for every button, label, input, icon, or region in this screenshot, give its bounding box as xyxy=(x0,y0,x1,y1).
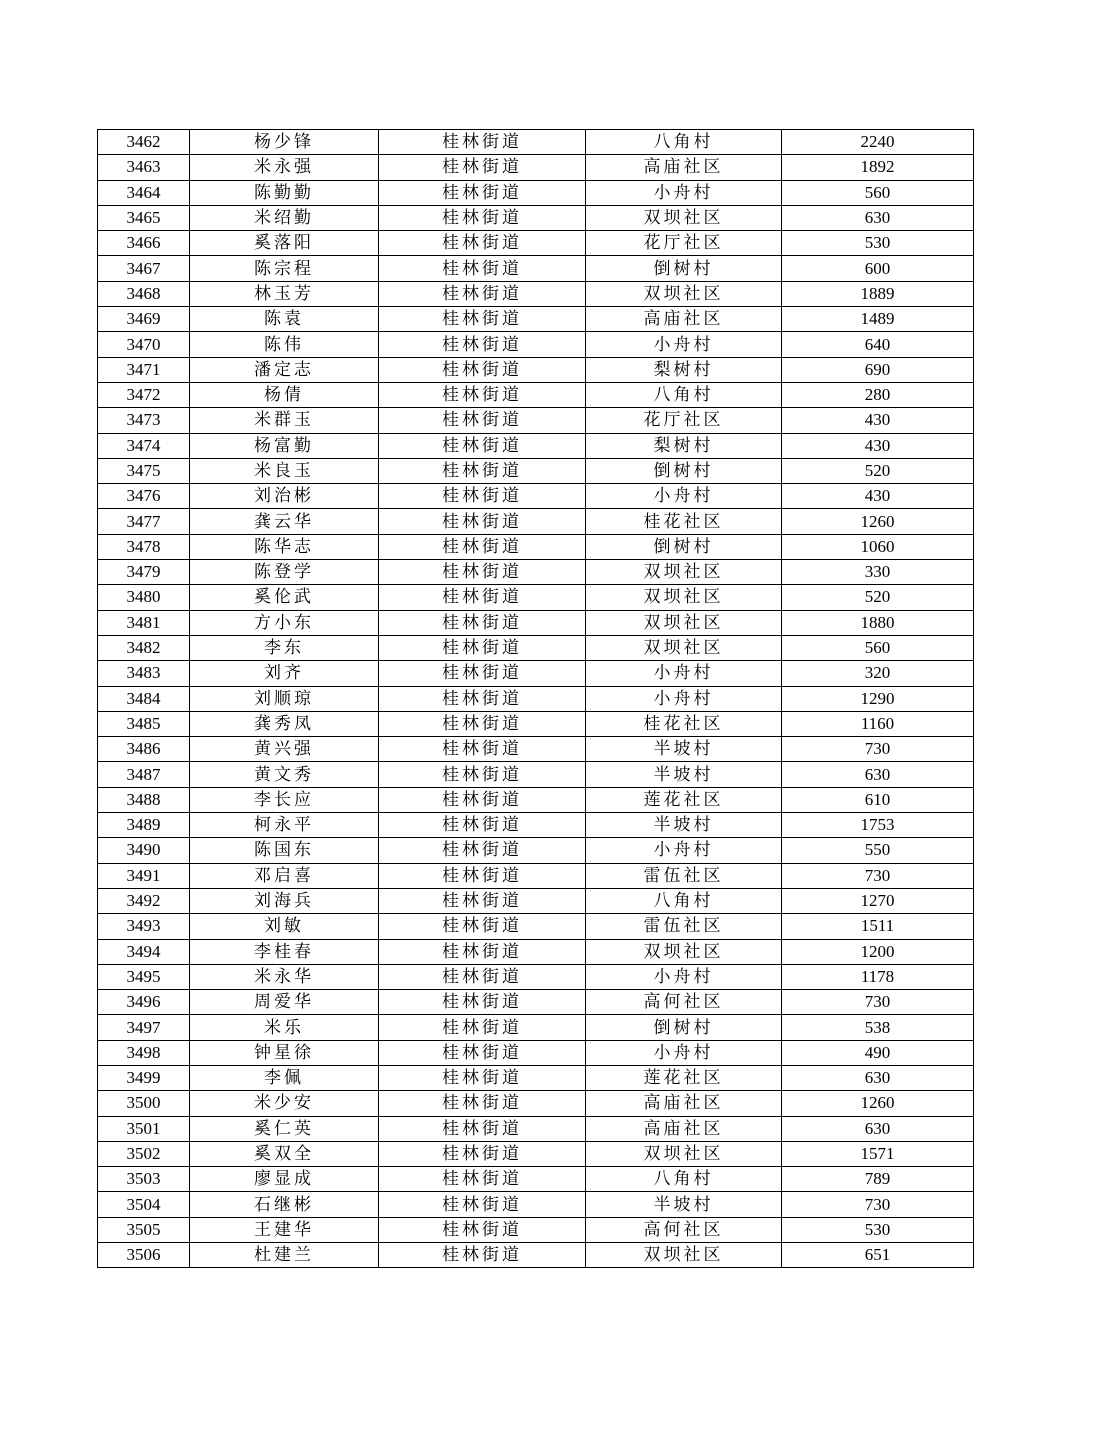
table-row xyxy=(98,307,974,332)
cell-number: 3499 xyxy=(98,1065,190,1090)
cell-name: 刘海兵 xyxy=(190,888,379,913)
cell-number: 3483 xyxy=(98,661,190,686)
table-row xyxy=(98,686,974,711)
table-row xyxy=(98,155,974,180)
cell-name: 李东 xyxy=(190,635,379,660)
cell-subdistrict: 桂林街道 xyxy=(379,357,586,382)
table-row xyxy=(98,964,974,989)
cell-number: 3476 xyxy=(98,484,190,509)
cell-name: 陈伟 xyxy=(190,332,379,357)
cell-name: 奚落阳 xyxy=(190,231,379,256)
cell-name: 刘治彬 xyxy=(190,484,379,509)
cell-amount: 1489 xyxy=(782,307,974,332)
table-row xyxy=(98,1243,974,1268)
table-row xyxy=(98,1167,974,1192)
table-row xyxy=(98,1065,974,1090)
cell-community: 小舟村 xyxy=(586,484,782,509)
table-row xyxy=(98,914,974,939)
cell-number: 3467 xyxy=(98,256,190,281)
cell-community: 双坝社区 xyxy=(586,1141,782,1166)
cell-name: 石继彬 xyxy=(190,1192,379,1217)
cell-community: 八角村 xyxy=(586,130,782,155)
cell-number: 3497 xyxy=(98,1015,190,1040)
table-row xyxy=(98,509,974,534)
cell-name: 王建华 xyxy=(190,1217,379,1242)
cell-amount: 430 xyxy=(782,433,974,458)
cell-subdistrict: 桂林街道 xyxy=(379,332,586,357)
table-row xyxy=(98,560,974,585)
table-row xyxy=(98,610,974,635)
table-row xyxy=(98,888,974,913)
table-row xyxy=(98,332,974,357)
cell-number: 3463 xyxy=(98,155,190,180)
cell-name: 奚双全 xyxy=(190,1141,379,1166)
cell-amount: 610 xyxy=(782,787,974,812)
cell-amount: 490 xyxy=(782,1040,974,1065)
cell-number: 3474 xyxy=(98,433,190,458)
cell-community: 八角村 xyxy=(586,1167,782,1192)
cell-number: 3501 xyxy=(98,1116,190,1141)
cell-subdistrict: 桂林街道 xyxy=(379,762,586,787)
cell-community: 半坡村 xyxy=(586,1192,782,1217)
cell-number: 3489 xyxy=(98,813,190,838)
cell-amount: 1889 xyxy=(782,281,974,306)
table-row xyxy=(98,1116,974,1141)
cell-name: 陈登学 xyxy=(190,560,379,585)
table-row xyxy=(98,130,974,155)
cell-name: 米群玉 xyxy=(190,408,379,433)
cell-subdistrict: 桂林街道 xyxy=(379,1091,586,1116)
cell-number: 3481 xyxy=(98,610,190,635)
cell-amount: 320 xyxy=(782,661,974,686)
cell-community: 双坝社区 xyxy=(586,635,782,660)
cell-subdistrict: 桂林街道 xyxy=(379,231,586,256)
cell-name: 林玉芳 xyxy=(190,281,379,306)
cell-subdistrict: 桂林街道 xyxy=(379,1116,586,1141)
cell-amount: 1880 xyxy=(782,610,974,635)
cell-subdistrict: 桂林街道 xyxy=(379,433,586,458)
cell-amount: 1571 xyxy=(782,1141,974,1166)
cell-name: 陈勤勤 xyxy=(190,180,379,205)
cell-subdistrict: 桂林街道 xyxy=(379,560,586,585)
cell-community: 桂花社区 xyxy=(586,711,782,736)
cell-name: 米乐 xyxy=(190,1015,379,1040)
cell-amount: 560 xyxy=(782,635,974,660)
cell-community: 倒树村 xyxy=(586,534,782,559)
cell-community: 半坡村 xyxy=(586,737,782,762)
cell-subdistrict: 桂林街道 xyxy=(379,610,586,635)
cell-amount: 280 xyxy=(782,382,974,407)
cell-number: 3484 xyxy=(98,686,190,711)
cell-community: 小舟村 xyxy=(586,661,782,686)
table-row xyxy=(98,939,974,964)
table-row xyxy=(98,990,974,1015)
cell-subdistrict: 桂林街道 xyxy=(379,585,586,610)
cell-name: 李佩 xyxy=(190,1065,379,1090)
cell-subdistrict: 桂林街道 xyxy=(379,1015,586,1040)
cell-subdistrict: 桂林街道 xyxy=(379,307,586,332)
cell-name: 米永强 xyxy=(190,155,379,180)
cell-name: 廖显成 xyxy=(190,1167,379,1192)
table-row xyxy=(98,256,974,281)
cell-amount: 530 xyxy=(782,1217,974,1242)
cell-subdistrict: 桂林街道 xyxy=(379,130,586,155)
cell-subdistrict: 桂林街道 xyxy=(379,408,586,433)
cell-name: 奚仁英 xyxy=(190,1116,379,1141)
cell-community: 倒树村 xyxy=(586,458,782,483)
cell-community: 小舟村 xyxy=(586,686,782,711)
cell-number: 3480 xyxy=(98,585,190,610)
cell-subdistrict: 桂林街道 xyxy=(379,686,586,711)
cell-number: 3491 xyxy=(98,863,190,888)
table-row xyxy=(98,787,974,812)
cell-subdistrict: 桂林街道 xyxy=(379,939,586,964)
cell-amount: 630 xyxy=(782,1065,974,1090)
cell-name: 李桂春 xyxy=(190,939,379,964)
cell-number: 3472 xyxy=(98,382,190,407)
cell-subdistrict: 桂林街道 xyxy=(379,661,586,686)
cell-amount: 730 xyxy=(782,737,974,762)
cell-number: 3494 xyxy=(98,939,190,964)
cell-amount: 1200 xyxy=(782,939,974,964)
table-row xyxy=(98,205,974,230)
cell-amount: 1060 xyxy=(782,534,974,559)
cell-name: 邓启喜 xyxy=(190,863,379,888)
cell-amount: 330 xyxy=(782,560,974,585)
cell-number: 3468 xyxy=(98,281,190,306)
cell-subdistrict: 桂林街道 xyxy=(379,155,586,180)
cell-number: 3487 xyxy=(98,762,190,787)
table-row xyxy=(98,762,974,787)
cell-amount: 1178 xyxy=(782,964,974,989)
cell-name: 米良玉 xyxy=(190,458,379,483)
cell-number: 3469 xyxy=(98,307,190,332)
cell-name: 陈华志 xyxy=(190,534,379,559)
cell-amount: 430 xyxy=(782,484,974,509)
cell-community: 双坝社区 xyxy=(586,560,782,585)
cell-number: 3466 xyxy=(98,231,190,256)
cell-subdistrict: 桂林街道 xyxy=(379,635,586,660)
cell-name: 潘定志 xyxy=(190,357,379,382)
cell-community: 半坡村 xyxy=(586,762,782,787)
cell-number: 3479 xyxy=(98,560,190,585)
cell-number: 3473 xyxy=(98,408,190,433)
cell-subdistrict: 桂林街道 xyxy=(379,256,586,281)
cell-name: 龚云华 xyxy=(190,509,379,534)
table-row xyxy=(98,838,974,863)
cell-subdistrict: 桂林街道 xyxy=(379,1065,586,1090)
cell-name: 周爱华 xyxy=(190,990,379,1015)
cell-amount: 630 xyxy=(782,1116,974,1141)
cell-subdistrict: 桂林街道 xyxy=(379,1243,586,1268)
table-row xyxy=(98,180,974,205)
data-table xyxy=(97,129,974,1268)
table-row xyxy=(98,737,974,762)
cell-number: 3477 xyxy=(98,509,190,534)
cell-amount: 430 xyxy=(782,408,974,433)
cell-name: 钟星徐 xyxy=(190,1040,379,1065)
cell-amount: 1290 xyxy=(782,686,974,711)
cell-subdistrict: 桂林街道 xyxy=(379,1192,586,1217)
cell-name: 黄文秀 xyxy=(190,762,379,787)
cell-name: 陈宗程 xyxy=(190,256,379,281)
cell-community: 高何社区 xyxy=(586,1217,782,1242)
cell-community: 小舟村 xyxy=(586,332,782,357)
cell-number: 3504 xyxy=(98,1192,190,1217)
cell-name: 杨少锋 xyxy=(190,130,379,155)
cell-amount: 520 xyxy=(782,585,974,610)
cell-amount: 530 xyxy=(782,231,974,256)
cell-name: 刘齐 xyxy=(190,661,379,686)
cell-subdistrict: 桂林街道 xyxy=(379,914,586,939)
cell-amount: 560 xyxy=(782,180,974,205)
cell-subdistrict: 桂林街道 xyxy=(379,382,586,407)
table-row xyxy=(98,1015,974,1040)
cell-community: 八角村 xyxy=(586,888,782,913)
cell-community: 莲花社区 xyxy=(586,787,782,812)
cell-community: 八角村 xyxy=(586,382,782,407)
cell-amount: 1511 xyxy=(782,914,974,939)
table-row xyxy=(98,661,974,686)
cell-community: 梨树村 xyxy=(586,357,782,382)
cell-number: 3471 xyxy=(98,357,190,382)
cell-subdistrict: 桂林街道 xyxy=(379,484,586,509)
table-row xyxy=(98,231,974,256)
cell-subdistrict: 桂林街道 xyxy=(379,458,586,483)
cell-amount: 1260 xyxy=(782,509,974,534)
table-row xyxy=(98,635,974,660)
cell-community: 双坝社区 xyxy=(586,1243,782,1268)
cell-name: 陈袁 xyxy=(190,307,379,332)
table-row xyxy=(98,433,974,458)
cell-amount: 789 xyxy=(782,1167,974,1192)
cell-number: 3488 xyxy=(98,787,190,812)
cell-number: 3478 xyxy=(98,534,190,559)
cell-number: 3490 xyxy=(98,838,190,863)
cell-amount: 640 xyxy=(782,332,974,357)
table-row xyxy=(98,1192,974,1217)
cell-name: 米少安 xyxy=(190,1091,379,1116)
cell-community: 高庙社区 xyxy=(586,1091,782,1116)
table-row xyxy=(98,382,974,407)
cell-name: 刘顺琼 xyxy=(190,686,379,711)
cell-community: 莲花社区 xyxy=(586,1065,782,1090)
cell-number: 3464 xyxy=(98,180,190,205)
cell-subdistrict: 桂林街道 xyxy=(379,863,586,888)
cell-community: 半坡村 xyxy=(586,813,782,838)
cell-community: 倒树村 xyxy=(586,256,782,281)
cell-number: 3475 xyxy=(98,458,190,483)
cell-community: 高庙社区 xyxy=(586,155,782,180)
cell-subdistrict: 桂林街道 xyxy=(379,281,586,306)
table-row xyxy=(98,281,974,306)
cell-number: 3503 xyxy=(98,1167,190,1192)
cell-community: 花厅社区 xyxy=(586,408,782,433)
cell-amount: 730 xyxy=(782,1192,974,1217)
cell-community: 双坝社区 xyxy=(586,205,782,230)
cell-number: 3486 xyxy=(98,737,190,762)
cell-name: 刘敏 xyxy=(190,914,379,939)
cell-amount: 2240 xyxy=(782,130,974,155)
cell-community: 双坝社区 xyxy=(586,939,782,964)
cell-name: 杜建兰 xyxy=(190,1243,379,1268)
cell-number: 3506 xyxy=(98,1243,190,1268)
table-row xyxy=(98,534,974,559)
table-row xyxy=(98,408,974,433)
cell-amount: 550 xyxy=(782,838,974,863)
table-row xyxy=(98,357,974,382)
cell-amount: 538 xyxy=(782,1015,974,1040)
cell-amount: 1160 xyxy=(782,711,974,736)
cell-amount: 651 xyxy=(782,1243,974,1268)
cell-number: 3498 xyxy=(98,1040,190,1065)
cell-amount: 730 xyxy=(782,990,974,1015)
cell-amount: 690 xyxy=(782,357,974,382)
cell-number: 3496 xyxy=(98,990,190,1015)
cell-amount: 1892 xyxy=(782,155,974,180)
cell-community: 雷伍社区 xyxy=(586,914,782,939)
cell-subdistrict: 桂林街道 xyxy=(379,509,586,534)
cell-community: 雷伍社区 xyxy=(586,863,782,888)
cell-community: 小舟村 xyxy=(586,1040,782,1065)
cell-number: 3485 xyxy=(98,711,190,736)
cell-number: 3462 xyxy=(98,130,190,155)
cell-amount: 520 xyxy=(782,458,974,483)
cell-amount: 1270 xyxy=(782,888,974,913)
cell-subdistrict: 桂林街道 xyxy=(379,813,586,838)
cell-number: 3505 xyxy=(98,1217,190,1242)
cell-name: 杨倩 xyxy=(190,382,379,407)
cell-community: 双坝社区 xyxy=(586,585,782,610)
table-row xyxy=(98,458,974,483)
cell-name: 龚秀凤 xyxy=(190,711,379,736)
cell-subdistrict: 桂林街道 xyxy=(379,1217,586,1242)
cell-community: 倒树村 xyxy=(586,1015,782,1040)
cell-subdistrict: 桂林街道 xyxy=(379,1040,586,1065)
cell-number: 3502 xyxy=(98,1141,190,1166)
cell-name: 黄兴强 xyxy=(190,737,379,762)
cell-subdistrict: 桂林街道 xyxy=(379,787,586,812)
cell-number: 3492 xyxy=(98,888,190,913)
table-row xyxy=(98,711,974,736)
cell-subdistrict: 桂林街道 xyxy=(379,888,586,913)
table-row xyxy=(98,863,974,888)
cell-number: 3500 xyxy=(98,1091,190,1116)
cell-community: 小舟村 xyxy=(586,838,782,863)
cell-name: 陈国东 xyxy=(190,838,379,863)
cell-number: 3493 xyxy=(98,914,190,939)
cell-number: 3465 xyxy=(98,205,190,230)
cell-name: 方小东 xyxy=(190,610,379,635)
cell-amount: 630 xyxy=(782,205,974,230)
cell-name: 柯永平 xyxy=(190,813,379,838)
cell-community: 高庙社区 xyxy=(586,1116,782,1141)
cell-subdistrict: 桂林街道 xyxy=(379,534,586,559)
cell-community: 桂花社区 xyxy=(586,509,782,534)
table-row xyxy=(98,484,974,509)
cell-subdistrict: 桂林街道 xyxy=(379,205,586,230)
cell-amount: 630 xyxy=(782,762,974,787)
table-row xyxy=(98,813,974,838)
cell-community: 梨树村 xyxy=(586,433,782,458)
cell-number: 3495 xyxy=(98,964,190,989)
table-row xyxy=(98,1141,974,1166)
cell-subdistrict: 桂林街道 xyxy=(379,180,586,205)
table-row xyxy=(98,1217,974,1242)
cell-subdistrict: 桂林街道 xyxy=(379,964,586,989)
cell-subdistrict: 桂林街道 xyxy=(379,990,586,1015)
cell-community: 花厅社区 xyxy=(586,231,782,256)
cell-name: 杨富勤 xyxy=(190,433,379,458)
cell-amount: 600 xyxy=(782,256,974,281)
cell-subdistrict: 桂林街道 xyxy=(379,838,586,863)
cell-subdistrict: 桂林街道 xyxy=(379,1167,586,1192)
cell-subdistrict: 桂林街道 xyxy=(379,711,586,736)
cell-amount: 1753 xyxy=(782,813,974,838)
cell-number: 3470 xyxy=(98,332,190,357)
cell-number: 3482 xyxy=(98,635,190,660)
cell-subdistrict: 桂林街道 xyxy=(379,1141,586,1166)
cell-name: 奚伦武 xyxy=(190,585,379,610)
cell-community: 双坝社区 xyxy=(586,610,782,635)
table-row xyxy=(98,1091,974,1116)
cell-community: 高庙社区 xyxy=(586,307,782,332)
cell-name: 米永华 xyxy=(190,964,379,989)
cell-amount: 1260 xyxy=(782,1091,974,1116)
table-row xyxy=(98,585,974,610)
table-row xyxy=(98,1040,974,1065)
cell-name: 李长应 xyxy=(190,787,379,812)
cell-community: 小舟村 xyxy=(586,964,782,989)
cell-community: 高何社区 xyxy=(586,990,782,1015)
cell-community: 小舟村 xyxy=(586,180,782,205)
table-body xyxy=(98,130,974,1268)
cell-community: 双坝社区 xyxy=(586,281,782,306)
cell-amount: 730 xyxy=(782,863,974,888)
cell-name: 米绍勤 xyxy=(190,205,379,230)
cell-subdistrict: 桂林街道 xyxy=(379,737,586,762)
